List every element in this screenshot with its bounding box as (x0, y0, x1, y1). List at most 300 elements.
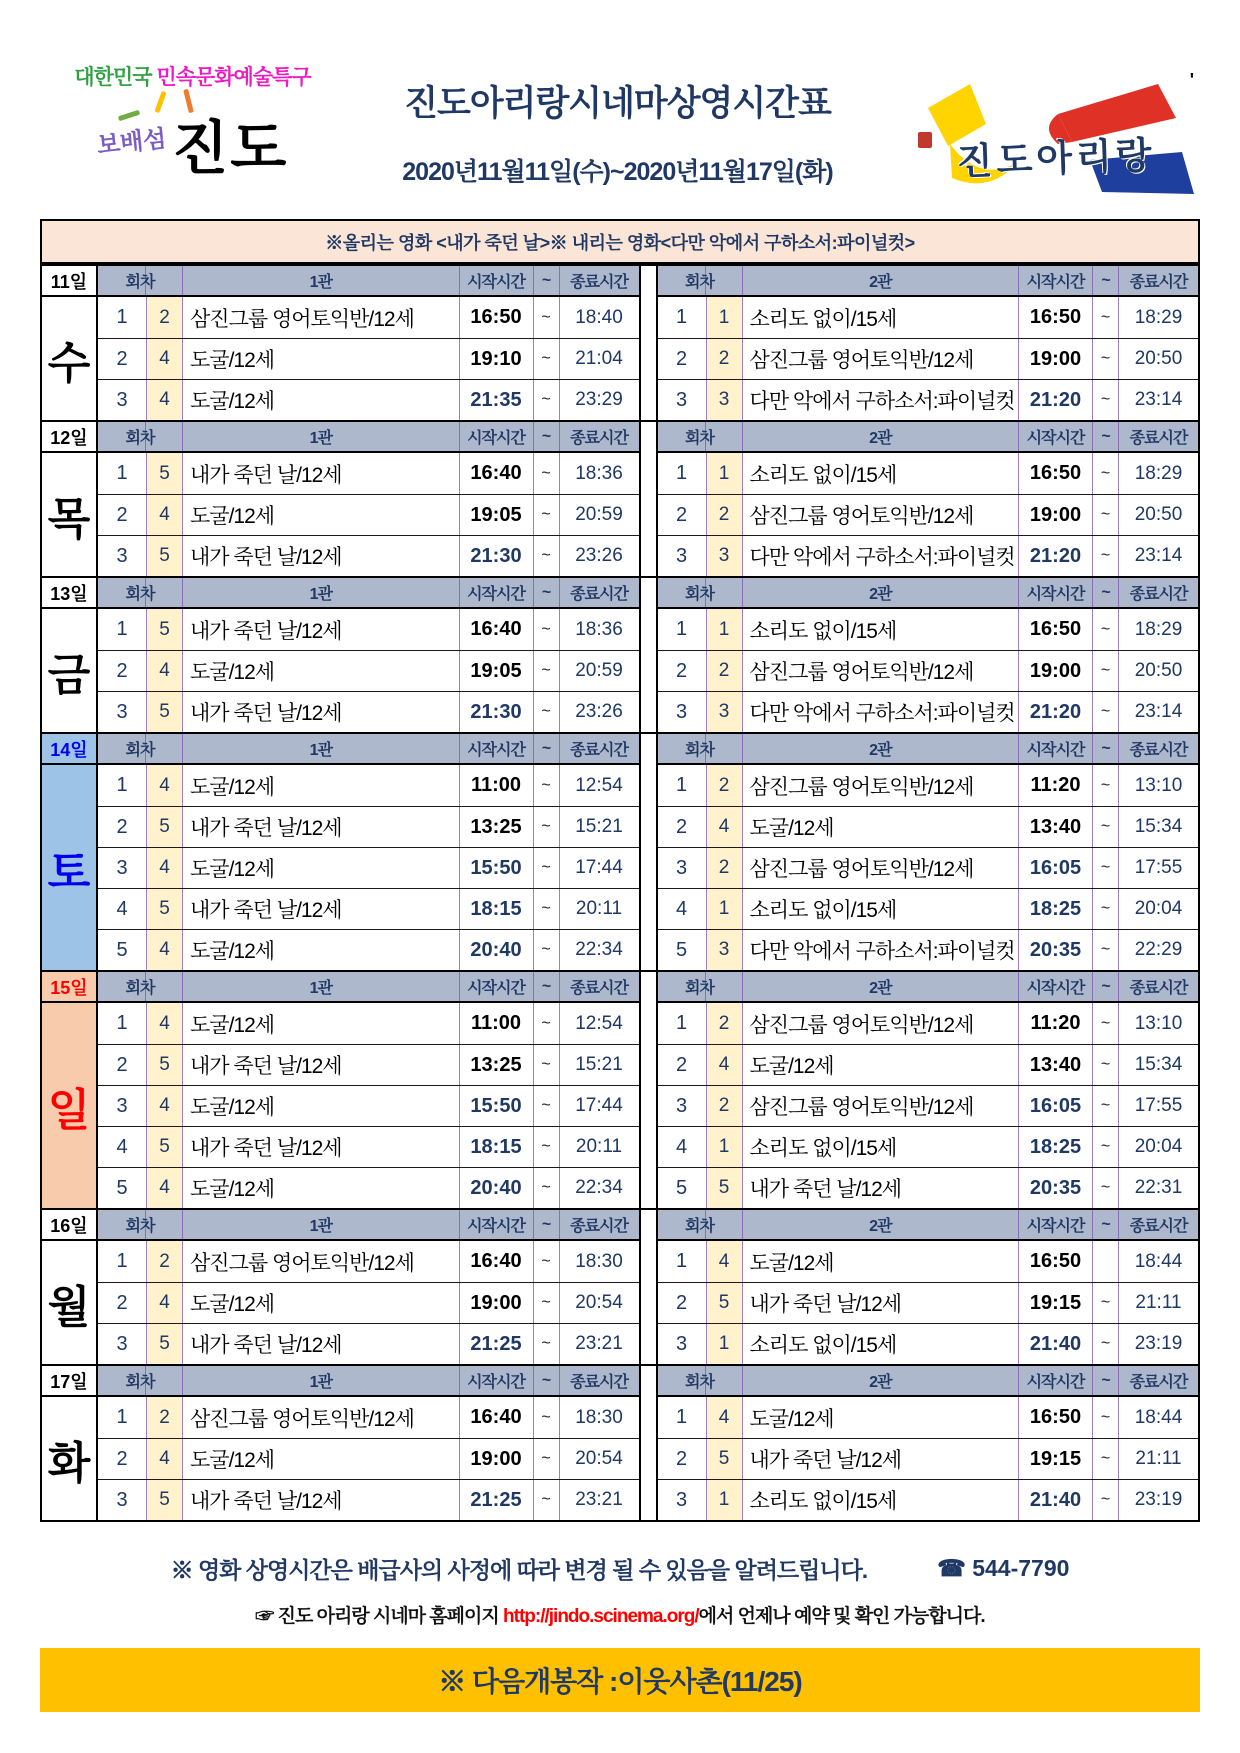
tilde-separator: ~ (1092, 692, 1118, 732)
screen2-header-row (658, 1366, 1199, 1397)
movie-title: 다만 악에서 구하소서:파이널컷 (742, 536, 1019, 576)
slot-number: 2 (706, 1003, 742, 1044)
screen1-header-row (98, 1210, 639, 1241)
slot-number: 4 (706, 1045, 742, 1085)
end-time: 23:26 (559, 692, 639, 732)
screen-name-header: 1관 (182, 734, 459, 763)
tilde-header: ~ (1092, 1366, 1118, 1395)
screen2-header-row (658, 266, 1199, 297)
screen-name-header: 2관 (742, 266, 1019, 295)
day-date-label: 14일 (42, 734, 96, 765)
day-section-15일 (40, 970, 1200, 1210)
start-time: 15:50 (459, 1086, 533, 1126)
session-number: 2 (675, 347, 688, 370)
tilde-separator: ~ (1092, 1045, 1118, 1085)
session-number: 2 (116, 347, 128, 370)
screen-name-header: 2관 (742, 578, 1019, 607)
movie-title: 도굴/12세 (182, 651, 459, 691)
tilde-header: ~ (1092, 1210, 1118, 1239)
tilde-header: ~ (1092, 578, 1118, 607)
tilde-separator: ~ (1092, 807, 1118, 847)
tilde-separator: ~ (533, 848, 559, 888)
movie-title: 다만 악에서 구하소서:파이널컷 (742, 380, 1019, 420)
end-time: 15:34 (1118, 807, 1198, 847)
showtime-row (658, 1167, 1199, 1208)
tilde-separator: ~ (1092, 765, 1118, 806)
start-time: 21:25 (459, 1480, 533, 1520)
start-time-header: 시작시간 (1018, 266, 1092, 295)
showtime-row (98, 453, 639, 494)
movie-title: 내가 죽던 날/12세 (742, 1283, 1019, 1323)
slot-number: 1 (706, 889, 742, 929)
movie-title: 삼진그룹 영어토익반/12세 (742, 1003, 1019, 1044)
tilde-header: ~ (533, 972, 559, 1001)
session-number: 5 (675, 938, 688, 961)
session-number: 4 (675, 897, 688, 920)
slot-number: 3 (706, 380, 742, 420)
start-time: 11:00 (459, 1003, 533, 1044)
showtime-row (658, 379, 1199, 420)
movie-title: 도굴/12세 (182, 339, 459, 379)
slot-number: 4 (146, 848, 182, 888)
screen1-header-row (98, 266, 639, 297)
end-time: 22:34 (559, 930, 639, 970)
tilde-separator: ~ (533, 1283, 559, 1323)
schedule-table (40, 264, 1200, 1522)
slot-number: 4 (146, 380, 182, 420)
session-number: 1 (116, 1406, 128, 1428)
tilde-header: ~ (1092, 734, 1118, 763)
session-column-header: 회차 (98, 734, 182, 763)
table-gap (639, 1366, 658, 1520)
session-column-header: 회차 (658, 734, 742, 763)
start-time: 13:25 (459, 1045, 533, 1085)
session-number: 3 (675, 544, 688, 567)
slot-number: 5 (146, 1324, 182, 1364)
end-time: 15:21 (559, 807, 639, 847)
start-time: 19:00 (1018, 339, 1092, 379)
weekday-label: 화 (47, 1438, 91, 1488)
tilde-separator: ~ (533, 1439, 559, 1479)
start-time: 16:40 (459, 1397, 533, 1438)
slot-number: 5 (706, 1283, 742, 1323)
session-number: 3 (116, 1094, 128, 1117)
tilde-separator: ~ (533, 1324, 559, 1364)
tilde-separator: ~ (1092, 930, 1118, 970)
start-time: 19:00 (459, 1283, 533, 1323)
slot-number: 4 (706, 1241, 742, 1282)
slot-number: 5 (146, 1127, 182, 1167)
weekday-label: 월 (47, 1282, 91, 1332)
session-number: 1 (116, 1012, 128, 1034)
screen-name-header: 1관 (182, 266, 459, 295)
next-release-banner: ※ 다음개봉작 :이웃사촌(11/25) (40, 1648, 1200, 1712)
session-number: 5 (116, 1176, 128, 1199)
session-number: 3 (675, 1332, 688, 1355)
tilde-separator: ~ (533, 692, 559, 732)
movie-title: 삼진그룹 영어토익반/12세 (742, 1086, 1019, 1126)
slot-number: 5 (146, 692, 182, 732)
end-time: 23:26 (559, 536, 639, 576)
end-time-header: 종료시간 (1118, 1210, 1198, 1239)
end-time: 20:54 (559, 1283, 639, 1323)
tilde-separator: ~ (1092, 1324, 1118, 1364)
jindo-county-logo (40, 66, 345, 181)
end-time: 20:59 (559, 651, 639, 691)
tilde-separator: ~ (533, 297, 559, 338)
session-number: 2 (116, 503, 128, 526)
session-column-header: 회차 (658, 422, 742, 451)
start-time: 21:20 (1018, 692, 1092, 732)
session-number: 1 (116, 1250, 128, 1272)
session-number: 2 (675, 1291, 688, 1314)
tilde-separator: ~ (533, 1003, 559, 1044)
phone-number: ☎ 544-7790 (937, 1555, 1070, 1581)
end-time: 12:54 (559, 765, 639, 806)
tilde-separator: ~ (533, 1086, 559, 1126)
showtime-row (98, 1479, 639, 1520)
end-time: 18:36 (559, 609, 639, 650)
session-number: 2 (675, 1053, 688, 1076)
start-time: 19:10 (459, 339, 533, 379)
day-section-17일 (40, 1364, 1200, 1522)
session-number: 3 (116, 544, 128, 567)
screen2-header-row (658, 734, 1199, 765)
session-number: 1 (675, 306, 688, 328)
slot-number: 4 (146, 1003, 182, 1044)
screen1-table (98, 734, 639, 970)
movie-title: 다만 악에서 구하소서:파이널컷 (742, 930, 1019, 970)
slot-number: 2 (706, 651, 742, 691)
day-column (42, 972, 98, 1208)
session-column-header: 회차 (658, 1210, 742, 1239)
day-date-label: 11일 (42, 266, 96, 297)
tilde-separator (1092, 1241, 1118, 1282)
start-time-header: 시작시간 (459, 266, 533, 295)
session-number: 3 (116, 700, 128, 723)
end-time-header: 종료시간 (1118, 578, 1198, 607)
session-column-header: 회차 (658, 578, 742, 607)
slot-number: 1 (706, 609, 742, 650)
slot-number: 4 (146, 495, 182, 535)
end-time: 13:10 (1118, 765, 1198, 806)
start-time-header: 시작시간 (459, 1366, 533, 1395)
showtime-row (98, 650, 639, 691)
screen1-header-row (98, 972, 639, 1003)
movie-title: 내가 죽던 날/12세 (742, 1439, 1019, 1479)
tilde-separator: ~ (1092, 495, 1118, 535)
session-number: 1 (675, 618, 688, 640)
session-column-header: 회차 (98, 1210, 182, 1239)
session-number: 1 (675, 1250, 688, 1272)
movie-title: 다만 악에서 구하소서:파이널컷 (742, 692, 1019, 732)
tilde-separator: ~ (1092, 380, 1118, 420)
start-time: 19:15 (1018, 1283, 1092, 1323)
start-time: 16:50 (459, 297, 533, 338)
start-time: 11:20 (1018, 765, 1092, 806)
session-number: 3 (116, 856, 128, 879)
movie-title: 도굴/12세 (182, 765, 459, 806)
slot-number: 4 (146, 1283, 182, 1323)
start-time-header: 시작시간 (1018, 422, 1092, 451)
showtime-row (98, 765, 639, 806)
showtime-row (658, 453, 1199, 494)
weekday-label: 목 (47, 494, 91, 544)
table-gap (639, 972, 658, 1208)
tilde-separator: ~ (1092, 1003, 1118, 1044)
session-column-header: 회차 (658, 266, 742, 295)
start-time-header: 시작시간 (459, 422, 533, 451)
showtime-row (658, 1003, 1199, 1044)
showtime-row (98, 494, 639, 535)
end-time-header: 종료시간 (559, 422, 639, 451)
session-number: 1 (116, 774, 128, 796)
start-time: 16:40 (459, 609, 533, 650)
confetti-decoration (40, 89, 345, 123)
screen-name-header: 1관 (182, 972, 459, 1001)
end-time: 23:19 (1118, 1480, 1198, 1520)
screen1-table (98, 972, 639, 1208)
slot-number: 4 (146, 339, 182, 379)
end-time: 23:14 (1118, 692, 1198, 732)
session-number: 5 (116, 938, 128, 961)
screen1-header-row (98, 734, 639, 765)
footer-homepage-row (0, 1601, 1240, 1628)
movie-title: 삼진그룹 영어토익반/12세 (742, 651, 1019, 691)
slot-number: 5 (146, 453, 182, 494)
table-gap (639, 578, 658, 732)
session-number: 3 (675, 1094, 688, 1117)
screen-name-header: 1관 (182, 578, 459, 607)
end-time: 20:11 (559, 1127, 639, 1167)
start-time: 18:25 (1018, 889, 1092, 929)
day-date-label: 13일 (42, 578, 96, 609)
movie-title: 삼진그룹 영어토익반/12세 (742, 765, 1019, 806)
tilde-separator: ~ (1092, 1397, 1118, 1438)
stray-mark: ' (1189, 70, 1194, 90)
start-time: 21:30 (459, 536, 533, 576)
start-time-header: 시작시간 (1018, 578, 1092, 607)
session-number: 2 (675, 503, 688, 526)
tilde-separator: ~ (1092, 339, 1118, 379)
showtime-row (658, 929, 1199, 970)
start-time: 21:35 (459, 380, 533, 420)
slot-number: 4 (146, 1168, 182, 1208)
tilde-header: ~ (533, 266, 559, 295)
tilde-separator: ~ (533, 1480, 559, 1520)
slot-number: 2 (706, 1086, 742, 1126)
movie-title: 도굴/12세 (182, 380, 459, 420)
day-date-label: 16일 (42, 1210, 96, 1241)
movie-title: 삼진그룹 영어토익반/12세 (742, 495, 1019, 535)
start-time: 21:25 (459, 1324, 533, 1364)
end-time: 23:29 (559, 380, 639, 420)
start-time: 13:40 (1018, 1045, 1092, 1085)
screen1-table (98, 422, 639, 576)
start-time: 16:50 (1018, 609, 1092, 650)
session-number: 5 (675, 1176, 688, 1199)
treasure-island-jindo-label (40, 117, 345, 181)
start-time-header: 시작시간 (1018, 734, 1092, 763)
showtime-row (658, 847, 1199, 888)
tilde-separator: ~ (533, 930, 559, 970)
showtime-row (658, 609, 1199, 650)
end-time-header: 종료시간 (1118, 266, 1198, 295)
start-time: 13:25 (459, 807, 533, 847)
end-time: 15:34 (1118, 1045, 1198, 1085)
end-time-header: 종료시간 (1118, 422, 1198, 451)
end-time: 18:30 (559, 1241, 639, 1282)
title-block (345, 66, 890, 188)
session-number: 2 (675, 1447, 688, 1470)
slot-number: 1 (706, 297, 742, 338)
tilde-separator: ~ (533, 536, 559, 576)
day-section-13일 (40, 576, 1200, 734)
movie-title: 삼진그룹 영어토익반/12세 (742, 339, 1019, 379)
start-time: 13:40 (1018, 807, 1092, 847)
screen-name-header: 1관 (182, 1366, 459, 1395)
weekday-label: 토 (42, 765, 96, 970)
end-time: 18:29 (1118, 453, 1198, 494)
end-time: 22:29 (1118, 930, 1198, 970)
showtime-row (98, 691, 639, 732)
day-column (42, 734, 98, 970)
movie-title: 도굴/12세 (182, 1283, 459, 1323)
slot-number: 5 (146, 1480, 182, 1520)
slot-number: 2 (146, 297, 182, 338)
start-time: 21:40 (1018, 1324, 1092, 1364)
end-time: 20:11 (559, 889, 639, 929)
tilde-header: ~ (533, 1366, 559, 1395)
showtime-row (98, 1126, 639, 1167)
slot-number: 2 (706, 848, 742, 888)
end-time: 23:21 (559, 1480, 639, 1520)
session-number: 4 (675, 1135, 688, 1158)
slot-number: 1 (706, 1127, 742, 1167)
showtime-row (98, 1167, 639, 1208)
movie-title: 소리도 없이/15세 (742, 1480, 1019, 1520)
end-time-header: 종료시간 (559, 734, 639, 763)
slot-number: 2 (146, 1397, 182, 1438)
homepage-text-prefix: ☞ 진도 아리랑 시네마 홈페이지 (255, 1606, 504, 1627)
tilde-header: ~ (1092, 972, 1118, 1001)
slot-number: 1 (706, 1324, 742, 1364)
jindo-calligraphy-label: 진도 (172, 116, 289, 182)
end-time: 18:36 (559, 453, 639, 494)
start-time: 20:40 (459, 1168, 533, 1208)
showtime-row (98, 297, 639, 338)
tilde-separator: ~ (1092, 1480, 1118, 1520)
slot-number: 4 (146, 1086, 182, 1126)
screen2-table (658, 1210, 1199, 1364)
slot-number: 1 (706, 453, 742, 494)
showtime-row (658, 297, 1199, 338)
session-column-header: 회차 (98, 578, 182, 607)
showtime-row (658, 338, 1199, 379)
start-time: 20:40 (459, 930, 533, 970)
tilde-separator: ~ (533, 1045, 559, 1085)
end-time: 17:44 (559, 1086, 639, 1126)
korea-label: 대한민국 (74, 66, 152, 89)
session-number: 4 (116, 1135, 128, 1158)
screen2-header-row (658, 1210, 1199, 1241)
showtime-row (98, 379, 639, 420)
screen-name-header: 2관 (742, 1210, 1019, 1239)
tilde-separator: ~ (533, 1241, 559, 1282)
showtime-row (98, 1044, 639, 1085)
showtime-row (658, 691, 1199, 732)
folk-culture-zone-label: 민속문화예술특구 (156, 66, 311, 89)
end-time-header: 종료시간 (559, 266, 639, 295)
start-time: 18:25 (1018, 1127, 1092, 1167)
end-time: 23:14 (1118, 380, 1198, 420)
showtime-row (658, 1044, 1199, 1085)
screen2-header-row (658, 578, 1199, 609)
jindo-arirang-logo (890, 66, 1210, 216)
slot-number: 5 (706, 1439, 742, 1479)
screen-name-header: 1관 (182, 1210, 459, 1239)
session-column-header: 회차 (658, 972, 742, 1001)
tilde-separator: ~ (533, 1127, 559, 1167)
end-time: 18:44 (1118, 1397, 1198, 1438)
end-time: 20:50 (1118, 495, 1198, 535)
day-column (42, 1366, 98, 1520)
movie-title: 내가 죽던 날/12세 (182, 889, 459, 929)
homepage-link[interactable]: http://jindo.scinema.org/ (503, 1606, 699, 1627)
slot-number: 1 (706, 1480, 742, 1520)
slot-number: 3 (706, 692, 742, 732)
start-time: 19:05 (459, 495, 533, 535)
start-time: 19:00 (1018, 651, 1092, 691)
movie-title: 소리도 없이/15세 (742, 889, 1019, 929)
end-time: 18:30 (559, 1397, 639, 1438)
tilde-separator: ~ (533, 889, 559, 929)
tilde-separator: ~ (533, 453, 559, 494)
showtime-row (98, 535, 639, 576)
start-time: 16:05 (1018, 848, 1092, 888)
tilde-separator: ~ (533, 765, 559, 806)
schedule-disclaimer: ※ 영화 상영시간은 배급사의 사정에 따라 변경 될 수 있음을 알려드립니다. (170, 1557, 868, 1583)
screen-name-header: 2관 (742, 972, 1019, 1001)
end-time: 21:04 (559, 339, 639, 379)
screen-name-header: 2관 (742, 734, 1019, 763)
end-time: 20:59 (559, 495, 639, 535)
session-number: 2 (116, 1291, 128, 1314)
date-range: 2020년11월11일(수)~2020년11월17일(화) (402, 158, 833, 186)
slot-number: 5 (146, 536, 182, 576)
screen1-table (98, 1210, 639, 1364)
slot-number: 4 (706, 1397, 742, 1438)
start-time-header: 시작시간 (459, 1210, 533, 1239)
screen2-header-row (658, 422, 1199, 453)
end-time: 20:50 (1118, 651, 1198, 691)
movie-title: 도굴/12세 (182, 1168, 459, 1208)
day-date-label: 12일 (42, 422, 96, 453)
movie-title: 내가 죽던 날/12세 (182, 807, 459, 847)
tilde-separator: ~ (533, 339, 559, 379)
table-gap (639, 734, 658, 970)
screen2-table (658, 578, 1199, 732)
session-number: 3 (675, 856, 688, 879)
end-time: 17:55 (1118, 848, 1198, 888)
screen-name-header: 2관 (742, 422, 1019, 451)
slot-number: 3 (706, 536, 742, 576)
movie-title: 삼진그룹 영어토익반/12세 (742, 848, 1019, 888)
tilde-separator: ~ (1092, 889, 1118, 929)
day-date-label: 17일 (42, 1366, 96, 1397)
screen2-table (658, 266, 1199, 420)
movie-title: 소리도 없이/15세 (742, 609, 1019, 650)
